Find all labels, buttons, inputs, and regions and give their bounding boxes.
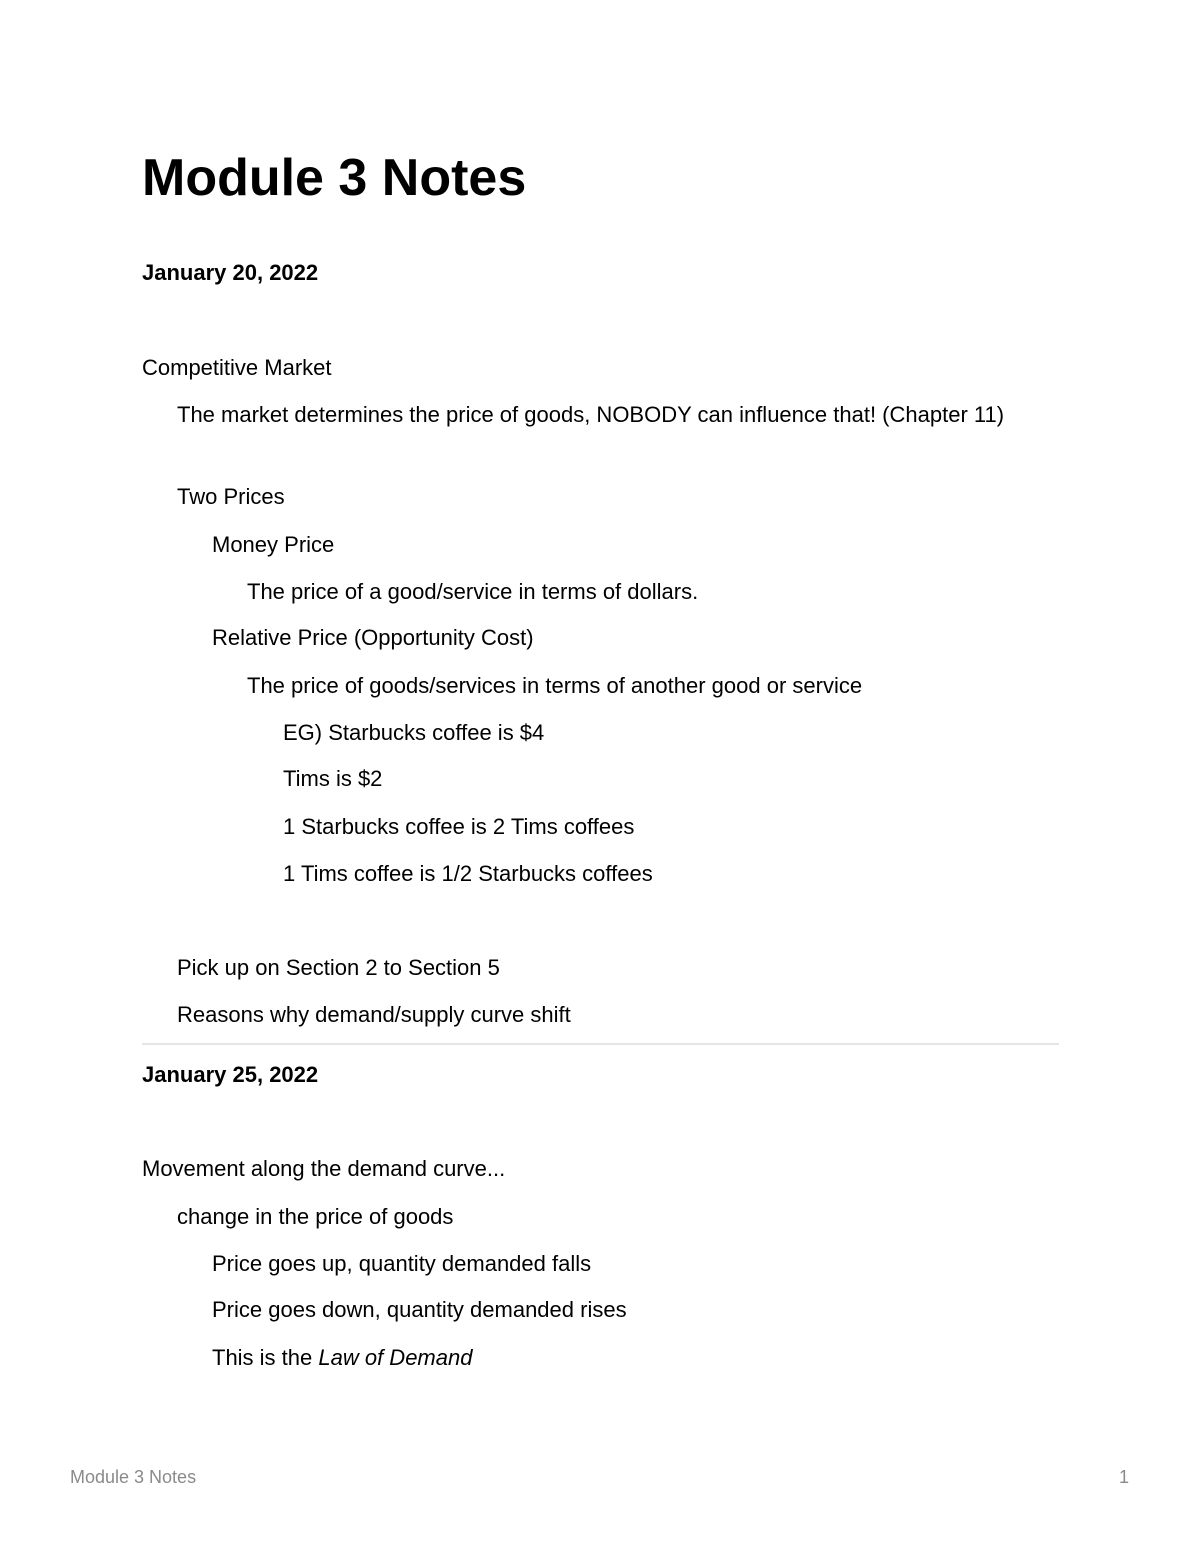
note-line: change in the price of goods [177, 1204, 454, 1229]
note-line: The market determines the price of goods, NOBODY can influence that! (Chapter 11) [177, 402, 1005, 427]
note-line: 1 Tims coffee is 1/2 Starbucks coffees [283, 861, 653, 886]
note-line: Movement along the demand curve... [142, 1156, 506, 1181]
note-line: Reasons why demand/supply curve shift [177, 1002, 571, 1027]
note-line: Money Price [212, 532, 335, 557]
note-line: Tims is $2 [283, 766, 383, 791]
footer-title: Module 3 Notes [70, 1467, 197, 1487]
note-line: The price of goods/services in terms of another good or service [247, 673, 863, 698]
date-heading: January 25, 2022 [142, 1062, 319, 1087]
note-line: Relative Price (Opportunity Cost) [212, 625, 534, 650]
date-heading: January 20, 2022 [142, 260, 319, 285]
note-line: Two Prices [177, 484, 285, 509]
note-line: Competitive Market [142, 355, 332, 380]
note-line: The price of a good/service in terms of dollars. [247, 579, 699, 604]
note-line [212, 1340, 472, 1375]
note-line: Pick up on Section 2 to Section 5 [177, 955, 500, 980]
law-of-demand-emphasis: Law of Demand [318, 1345, 473, 1370]
section-divider [142, 1043, 1059, 1045]
note-line: Price goes up, quantity demanded falls [212, 1251, 592, 1276]
note-line: 1 Starbucks coffee is 2 Tims coffees [283, 814, 635, 839]
law-prefix: This is the [212, 1345, 319, 1370]
page-title: Module 3 Notes [142, 149, 527, 207]
note-line: EG) Starbucks coffee is $4 [283, 720, 545, 745]
note-line: Price goes down, quantity demanded rises [212, 1297, 627, 1322]
page-number: 1 [1118, 1467, 1129, 1487]
